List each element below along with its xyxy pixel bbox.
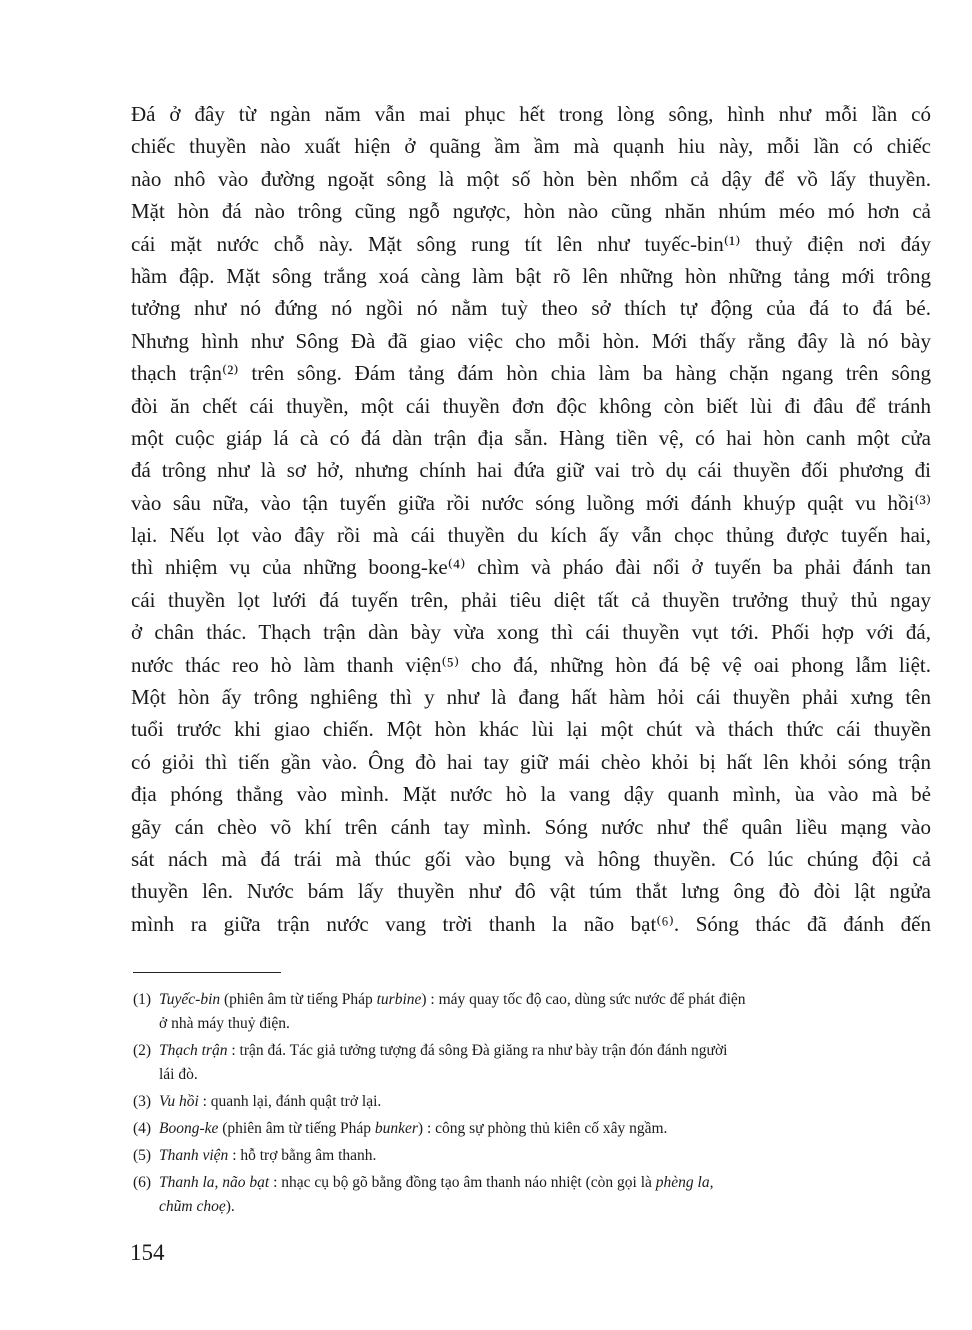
footnote-text: ) : máy quay tốc độ cao, dùng sức nước để phát điện — [421, 991, 746, 1008]
footnote-text: : trận đá. Tác giả tưởng tượng đá sông Đà giăng ra như bày trận đón đánh người — [227, 1042, 728, 1059]
footnote-number: (3) — [133, 1093, 152, 1110]
footnote-text: : nhạc cụ bộ gõ bằng đồng tạo âm thanh náo nhiệt (còn gọi là — [269, 1174, 656, 1191]
body-line: Một hòn ấy trông nghiêng thì y như là đang hất hàm hỏi cái thuyền phải xưng tên — [131, 685, 931, 710]
body-line: Nhưng hình như Sông Đà đã giao việc cho mỗi hòn. Mới thấy rằng đây là nó bày — [131, 328, 931, 353]
body-line: thì nhiệm vụ của những boong-ke⁽⁴⁾ chìm và pháo đài nổi ở tuyến ba phải đánh tan — [131, 555, 931, 580]
footnote-term: bunker — [374, 1120, 418, 1137]
footnote-term: turbine — [376, 991, 422, 1008]
footnote-continuation: lái đò. — [159, 1066, 198, 1083]
footnote-text: : quanh lại, đánh quật trở lại. — [198, 1093, 382, 1110]
body-line: đòi ăn chết cái thuyền, một cái thuyền đơn độc không còn biết lùi đi đâu để tránh — [131, 393, 931, 418]
body-line: gãy cán chèo võ khí trên cánh tay mình. Sóng nước như thể quân liều mạng vào — [131, 814, 931, 839]
body-line: nào nhô vào đường ngoặt sông là một số hòn bèn nhổm cả dậy để vồ lấy thuyền. — [131, 166, 931, 191]
body-line: địa phóng thẳng vào mình. Mặt nước hò la vang dậy quanh mình, ùa vào mà bẻ — [131, 782, 931, 807]
footnote-text: (phiên âm từ tiếng Pháp — [218, 1120, 375, 1137]
footnote-6 — [133, 1171, 933, 1219]
footnote-number: (5) — [133, 1147, 152, 1164]
footnote-term: chũm choẹ — [159, 1198, 226, 1215]
body-line: mình ra giữa trận nước vang trời thanh la não bạt⁽⁶⁾. Sóng thác đã đánh đến — [131, 911, 931, 936]
footnote-text: ) : công sự phòng thủ kiên cố xây ngầm. — [417, 1120, 668, 1137]
footnote-text: ). — [225, 1198, 235, 1215]
body-line: sát nách mà đá trái mà thúc gối vào bụng và hông thuyền. Có lúc chúng đội cả — [131, 846, 931, 871]
footnote-term: Tuyếc-bin — [159, 991, 221, 1008]
footnote-3 — [133, 1090, 933, 1114]
footnote-term: Thanh viện — [159, 1147, 229, 1164]
footnote-continuation: ở nhà máy thuỷ điện. — [159, 1015, 290, 1032]
footnote-4 — [133, 1117, 933, 1141]
body-line: đá trông như là sơ hở, nhưng chính hai đứa giữ vai trò dụ cái thuyền đối phương đi — [131, 458, 931, 483]
body-line: một cuộc giáp lá cà có đá dàn trận địa sẵn. Hàng tiền vệ, có hai hòn canh một cửa — [131, 425, 931, 450]
body-line: tuổi trước khi giao chiến. Một hòn khác lùi lại một chút và thách thức cái thuyền — [131, 717, 931, 742]
body-line: Đá ở đây từ ngàn năm vẫn mai phục hết trong lòng sông, hình như mỗi lần có — [131, 102, 931, 126]
footnote-term: Thanh la, não bạt — [159, 1174, 270, 1191]
footnote-1 — [133, 988, 933, 1036]
footnote-term: Boong-ke — [159, 1120, 219, 1137]
body-line: chiếc thuyền nào xuất hiện ở quãng ầm ầm mà quạnh hiu này, mỗi lần có chiếc — [131, 134, 931, 159]
footnotes — [133, 988, 933, 1222]
footnote-number: (4) — [133, 1120, 152, 1137]
body-line: thạch trận⁽²⁾ trên sông. Đám tảng đám hòn chia làm ba hàng chặn ngang trên sông — [131, 361, 931, 386]
body-line: cái thuyền lọt lưới đá tuyến trên, phải tiêu diệt tất cả thuyền trưởng thuỷ thủ ngay — [131, 587, 931, 612]
footnote-number: (1) — [133, 991, 152, 1008]
body-line: hầm đập. Mặt sông trắng xoá càng làm bật rõ lên những hòn những tảng mới trông — [131, 263, 931, 288]
body-line: tưởng như nó đứng nó ngồi nó nằm tuỳ theo sở thích tự động của đá to đá bé. — [131, 296, 931, 321]
footnote-number: (2) — [133, 1042, 152, 1059]
footnote-2 — [133, 1039, 933, 1087]
body-line: cái mặt nước chỗ này. Mặt sông rung tít lên như tuyếc-bin⁽¹⁾ thuỷ điện nơi đáy — [131, 231, 931, 256]
footnote-separator — [133, 972, 281, 973]
body-line: vào sâu nữa, vào tận tuyến giữa rồi nước sóng luồng mới đánh khuýp quật vu hồi⁽³⁾ — [131, 490, 931, 515]
footnote-5 — [133, 1144, 933, 1168]
body-line: ở chân thác. Thạch trận dàn bày vừa xong thì cái thuyền vụt tới. Phối hợp với đá, — [131, 620, 931, 645]
body-line: nước thác reo hò làm thanh viện⁽⁵⁾ cho đá, những hòn đá bệ vệ oai phong lẫm liệt. — [131, 652, 931, 677]
body-line: lại. Nếu lọt vào đây rồi mà cái thuyền du kích ấy vẫn chọc thủng được tuyến hai, — [131, 523, 931, 548]
footnote-term: Vu hồi — [159, 1093, 199, 1110]
footnote-text: : hỗ trợ bằng âm thanh. — [228, 1147, 377, 1164]
body-text — [131, 98, 931, 940]
footnote-number: (6) — [133, 1174, 152, 1191]
footnote-term: phèng la, — [655, 1174, 714, 1191]
footnote-text: (phiên âm từ tiếng Pháp — [220, 991, 377, 1008]
body-line: có giỏi thì tiến gần vào. Ông đò hai tay giữ mái chèo khỏi bị hất lên khỏi sóng trận — [131, 749, 931, 774]
body-line: thuyền lên. Nước bám lấy thuyền như đô vật túm thắt lưng ông đò đòi lật ngửa — [131, 879, 931, 904]
footnote-term: Thạch trận — [159, 1042, 228, 1059]
body-line: Mặt hòn đá nào trông cũng ngỗ ngược, hòn nào cũng nhăn nhúm méo mó hơn cả — [131, 199, 931, 224]
page-number: 154 — [130, 1240, 165, 1265]
footnote-continuation — [133, 1195, 933, 1219]
